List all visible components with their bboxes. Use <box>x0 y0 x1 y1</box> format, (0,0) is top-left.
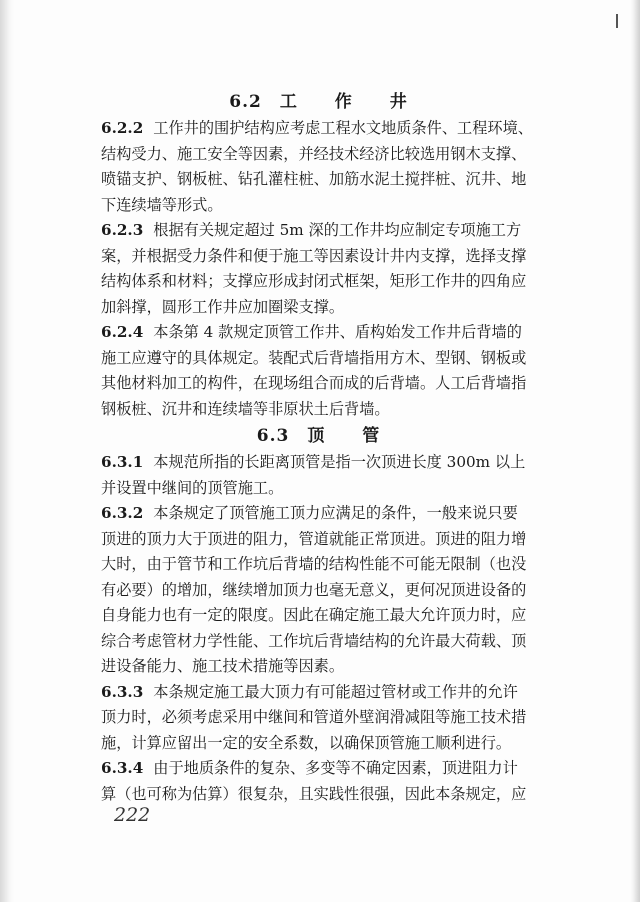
line-text: 本条第 4 款规定顶管工作井、盾构始发工作井后背墙的 <box>153 323 522 341</box>
line-text: 算（也可称为估算）很复杂，且实践性很强，因此本条规定，应 <box>101 784 527 803</box>
line-text: 顶力时，必须考虑采用中继间和管道外壁润滑减阻等施工技术措 <box>101 708 527 726</box>
clause-number: 6.3.4 <box>101 759 144 777</box>
clause-paragraph <box>101 680 551 757</box>
section-number: 6.3 <box>256 426 290 446</box>
text-line <box>101 193 551 219</box>
text-line <box>101 397 551 423</box>
clause-number: 6.3.1 <box>101 453 144 471</box>
text-line <box>101 629 551 655</box>
clause-paragraph <box>101 501 551 680</box>
clause-paragraph <box>101 756 551 807</box>
section-title: 工 作 井 <box>279 92 423 112</box>
section-number: 6.2 <box>229 92 262 112</box>
clause-paragraph <box>101 116 551 218</box>
text-line <box>101 476 551 502</box>
text-line <box>101 346 551 372</box>
page-number: 222 <box>114 804 151 826</box>
line-text: 大时，由于管节和工作坑后背墙的结构性能不可能无限制（也没 <box>101 555 527 573</box>
line-text: 顶进的顶力大于顶进的阻力，管道就能正常顶进。顶进的阻力增 <box>101 529 527 548</box>
text-line <box>101 116 551 142</box>
text-line <box>101 320 551 346</box>
text-line <box>101 782 551 808</box>
line-text: 加斜撑，圆形工作井应加圈梁支撑。 <box>101 297 344 316</box>
text-line <box>101 450 551 476</box>
line-text: 案，并根据受力条件和便于施工等因素设计井内支撑，选择支撑 <box>101 246 527 265</box>
text-line <box>101 552 551 578</box>
line-text: 其他材料加工的构件，在现场组合而成的后背墙。人工后背墙指 <box>101 374 527 392</box>
line-text: 下连续墙等形式。 <box>101 195 223 214</box>
clause-paragraph <box>101 320 551 422</box>
line-text: 综合考虑管材力学性能、工作坑后背墙结构的允许最大荷载、顶 <box>101 631 527 650</box>
clause-number: 6.2.3 <box>101 221 144 239</box>
line-text: 根据有关规定超过 5m 深的工作井均应制定专项施工方 <box>153 221 522 239</box>
line-text: 工作井的围护结构应考虑工程水文地质条件、工程环境、 <box>153 119 533 137</box>
text-line <box>101 731 551 757</box>
line-text: 喷锚支护、钢板桩、钻孔灌柱桩、加筋水泥土搅拌桩、沉井、地 <box>101 170 527 188</box>
text-line <box>101 756 551 782</box>
clause-paragraph <box>101 218 551 320</box>
text-line <box>101 295 551 321</box>
line-text: 施工应遵守的具体规定。装配式后背墙指用方木、型钢、钢板或 <box>101 348 527 367</box>
scan-edge-left <box>0 0 14 902</box>
clause-number: 6.3.2 <box>101 504 144 522</box>
text-line <box>101 501 551 527</box>
text-line <box>101 603 551 629</box>
line-text: 有必要）的增加，继续增加顶力也毫无意义，更何况顶进设备的 <box>101 580 527 599</box>
line-text: 并设置中继间的顶管施工。 <box>101 478 284 497</box>
line-text: 结构受力、施工安全等因素，并经技术经济比较选用钢木支撑、 <box>101 144 527 163</box>
line-text: 由于地质条件的复杂、多变等不确定因素，顶进阻力计 <box>153 759 518 777</box>
text-line <box>101 218 551 244</box>
page-content <box>101 88 551 807</box>
scan-edge-mark <box>616 14 618 28</box>
clause-paragraph <box>101 450 551 501</box>
section-title: 顶 管 <box>307 426 396 446</box>
line-text: 施，计算应留出一定的安全系数，以确保顶管施工顺利进行。 <box>101 733 512 752</box>
section-heading <box>101 88 551 116</box>
text-line <box>101 705 551 731</box>
line-text: 自身能力也有一定的限度。因此在确定施工最大允许顶力时，应 <box>101 606 527 624</box>
clause-number: 6.2.2 <box>101 119 144 137</box>
section-heading <box>101 422 551 450</box>
text-line <box>101 371 551 397</box>
scan-edge-right <box>630 0 640 902</box>
clause-number: 6.2.4 <box>101 323 144 341</box>
text-line <box>101 269 551 295</box>
line-text: 钢板桩、沉井和连续墙等非原状土后背墙。 <box>101 399 390 418</box>
text-line <box>101 578 551 604</box>
text-line <box>101 142 551 168</box>
text-line <box>101 167 551 193</box>
text-line <box>101 527 551 553</box>
line-text: 本条规定施工最大顶力有可能超过管材或工作井的允许 <box>153 682 518 701</box>
line-text: 本条规定了顶管施工顶力应满足的条件，一般来说只要 <box>153 504 518 522</box>
line-text: 结构体系和材料；支撑应形成封闭式框架，矩形工作井的四角应 <box>101 272 527 290</box>
text-line <box>101 654 551 680</box>
line-text: 进设备能力、施工技术措施等因素。 <box>101 657 344 675</box>
text-line <box>101 244 551 270</box>
text-line <box>101 680 551 706</box>
line-text: 本规范所指的长距离顶管是指一次顶进长度 300m 以上 <box>153 453 526 471</box>
clause-number: 6.3.3 <box>101 682 144 701</box>
